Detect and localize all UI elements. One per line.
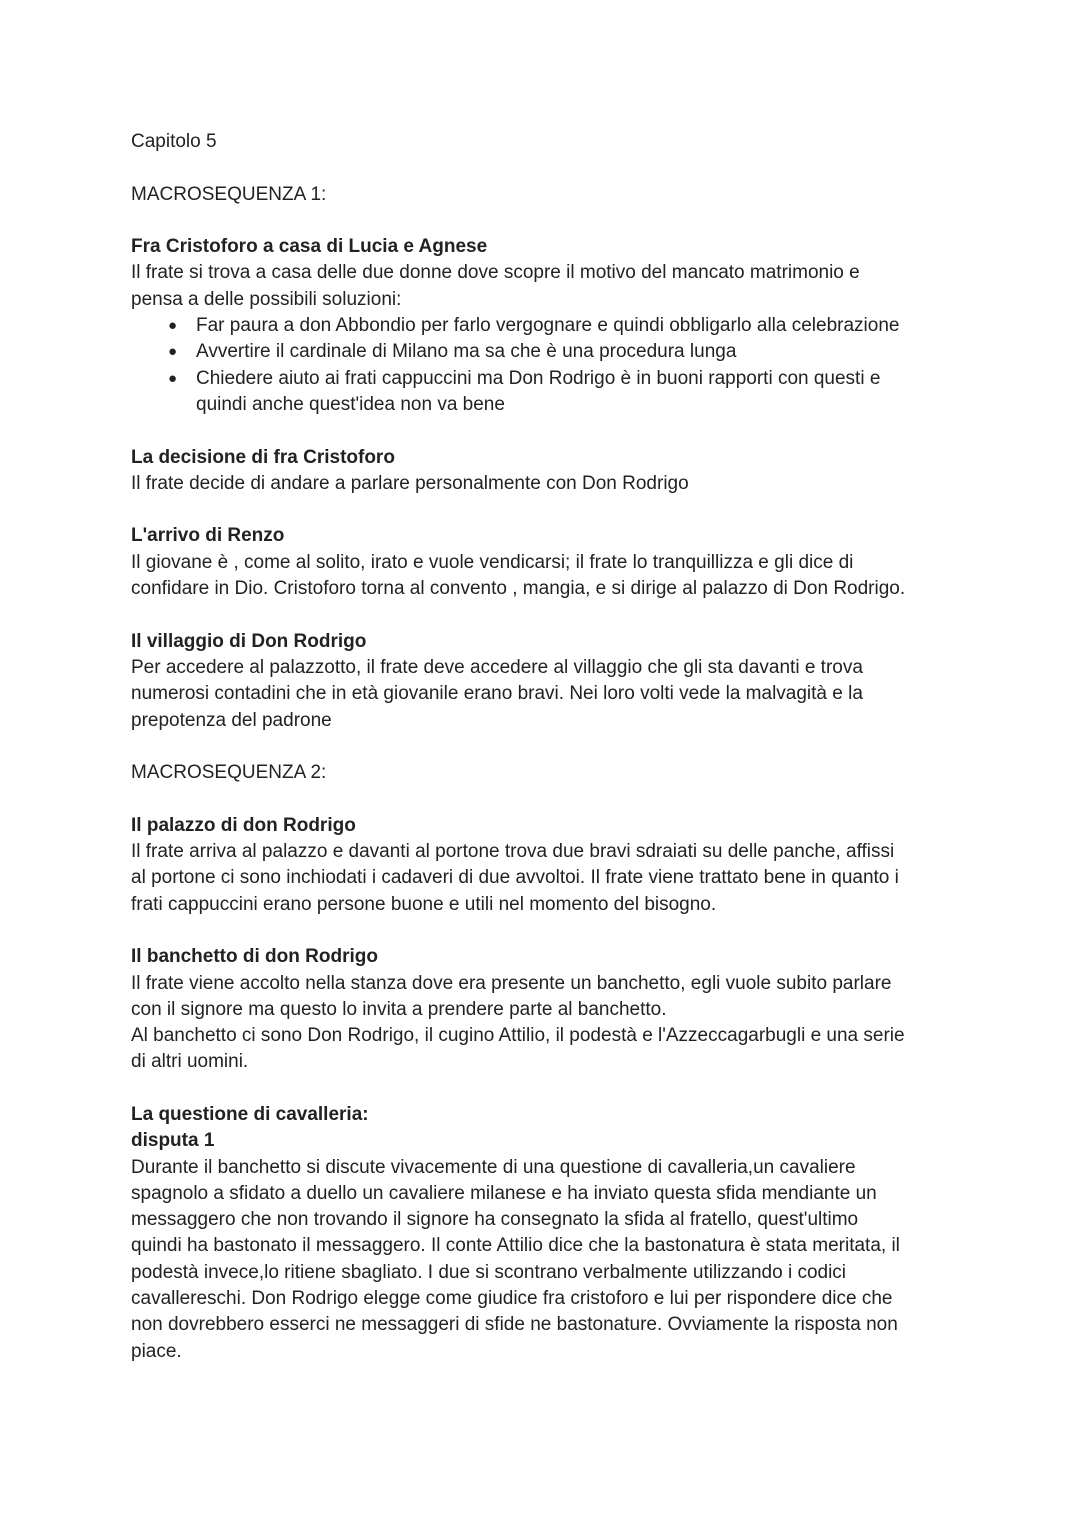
body-line: cavallereschi. Don Rodrigo elegge come giudice fra cristoforo e lui per rispondere dice che (131, 1288, 893, 1310)
body-line: podestà invece,lo ritiene sbagliato. I due si scontrano verbalmente utilizzando i codici (131, 1261, 847, 1283)
body-line: Il frate decide di andare a parlare personalmente con Don Rodrigo (131, 472, 689, 494)
body-line: Il giovane è , come al solito, irato e vuole vendicarsi; il frate lo tranquillizza e gli dice di (131, 551, 854, 573)
macrosequence-2-title: MACROSEQUENZA 2: (131, 762, 327, 784)
section-palazzo (131, 813, 961, 918)
solutions-list (131, 313, 961, 418)
section-heading: Il banchetto di don Rodrigo (131, 946, 378, 968)
body-line: al portone ci sono inchiodati i cadaveri di due avvoltoi. Il frate viene trattato bene in quanto i (131, 867, 899, 889)
body-line: Per accedere al palazzotto, il frate deve accedere al villaggio che gli sta davanti e trova (131, 656, 863, 678)
section-subheading: disputa 1 (131, 1130, 215, 1152)
list-item-text: Avvertire il cardinale di Milano ma sa che è una procedura lunga (196, 341, 737, 363)
section-banchetto (131, 944, 961, 1075)
list-item (131, 313, 961, 339)
list-item-text: Chiedere aiuto ai frati cappuccini ma Don Rodrigo è in buoni rapporti con questi e (196, 367, 881, 389)
body-line: confidare in Dio. Cristoforo torna al convento , mangia, e si dirige al palazzo di Don Rodrigo. (131, 578, 906, 600)
body-line: frati cappuccini erano persone buone e utili nel momento del bisogno. (131, 893, 717, 915)
bullet-icon: ● (168, 369, 178, 387)
macrosequence-1-title: MACROSEQUENZA 1: (131, 183, 327, 205)
body-line: non dovrebbero esserci ne messaggeri di sfide ne bastonature. Ovviamente la risposta non (131, 1314, 898, 1336)
section-heading: La questione di cavalleria: (131, 1103, 369, 1125)
section-heading: Il villaggio di Don Rodrigo (131, 630, 367, 652)
section-villaggio (131, 629, 961, 734)
body-line: Durante il banchetto si discute vivacemente di una questione di cavalleria,un cavaliere (131, 1156, 856, 1178)
body-line: spagnolo a sfidato a duello un cavaliere milanese e ha inviato questa sfida mendiante un (131, 1182, 877, 1204)
body-line: Il frate arriva al palazzo e davanti al portone trova due bravi sdraiati su delle panche, affissi (131, 841, 895, 863)
section-arrivo-renzo (131, 523, 961, 602)
section-fra-cristoforo-casa (131, 234, 961, 418)
section-heading: Fra Cristoforo a casa di Lucia e Agnese (131, 236, 488, 258)
list-item (131, 339, 961, 365)
section-decisione (131, 445, 961, 498)
section-heading: La decisione di fra Cristoforo (131, 446, 395, 468)
body-line: con il signore ma questo lo invita a prendere parte al banchetto. (131, 998, 667, 1020)
section-heading: L'arrivo di Renzo (131, 525, 285, 547)
body-line: numerosi contadini che in età giovanile erano bravi. Nei loro volti vede la malvagità e la (131, 683, 863, 705)
list-item-text: quindi anche quest'idea non va bene (196, 393, 505, 415)
bullet-icon: ● (168, 343, 178, 361)
list-item-text: Far paura a don Abbondio per farlo vergognare e quindi obbligarlo alla celebrazione (196, 315, 900, 337)
chapter-title: Capitolo 5 (131, 131, 217, 152)
body-line: Al banchetto ci sono Don Rodrigo, il cugino Attilio, il podestà e l'Azzeccagarbugli e una serie (131, 1025, 905, 1047)
body-line: pensa a delle possibili soluzioni: (131, 288, 402, 310)
body-line: messaggero che non trovando il signore ha consegnato la sfida al fratello, quest'ultimo (131, 1209, 859, 1231)
list-item (131, 366, 961, 419)
body-line: piace. (131, 1340, 182, 1362)
body-line: quindi ha bastonato il messaggero. Il conte Attilio dice che la bastonatura è stata meritata, il (131, 1235, 900, 1257)
body-line: di altri uomini. (131, 1051, 249, 1073)
body-line: prepotenza del padrone (131, 709, 332, 731)
body-line: Il frate viene accolto nella stanza dove era presente un banchetto, egli vuole subito parlare (131, 972, 892, 994)
document-page (131, 129, 961, 1365)
bullet-icon: ● (168, 317, 178, 335)
section-heading: Il palazzo di don Rodrigo (131, 814, 356, 836)
body-line: Il frate si trova a casa delle due donne dove scopre il motivo del mancato matrimonio e (131, 262, 860, 284)
section-cavalleria (131, 1102, 961, 1365)
